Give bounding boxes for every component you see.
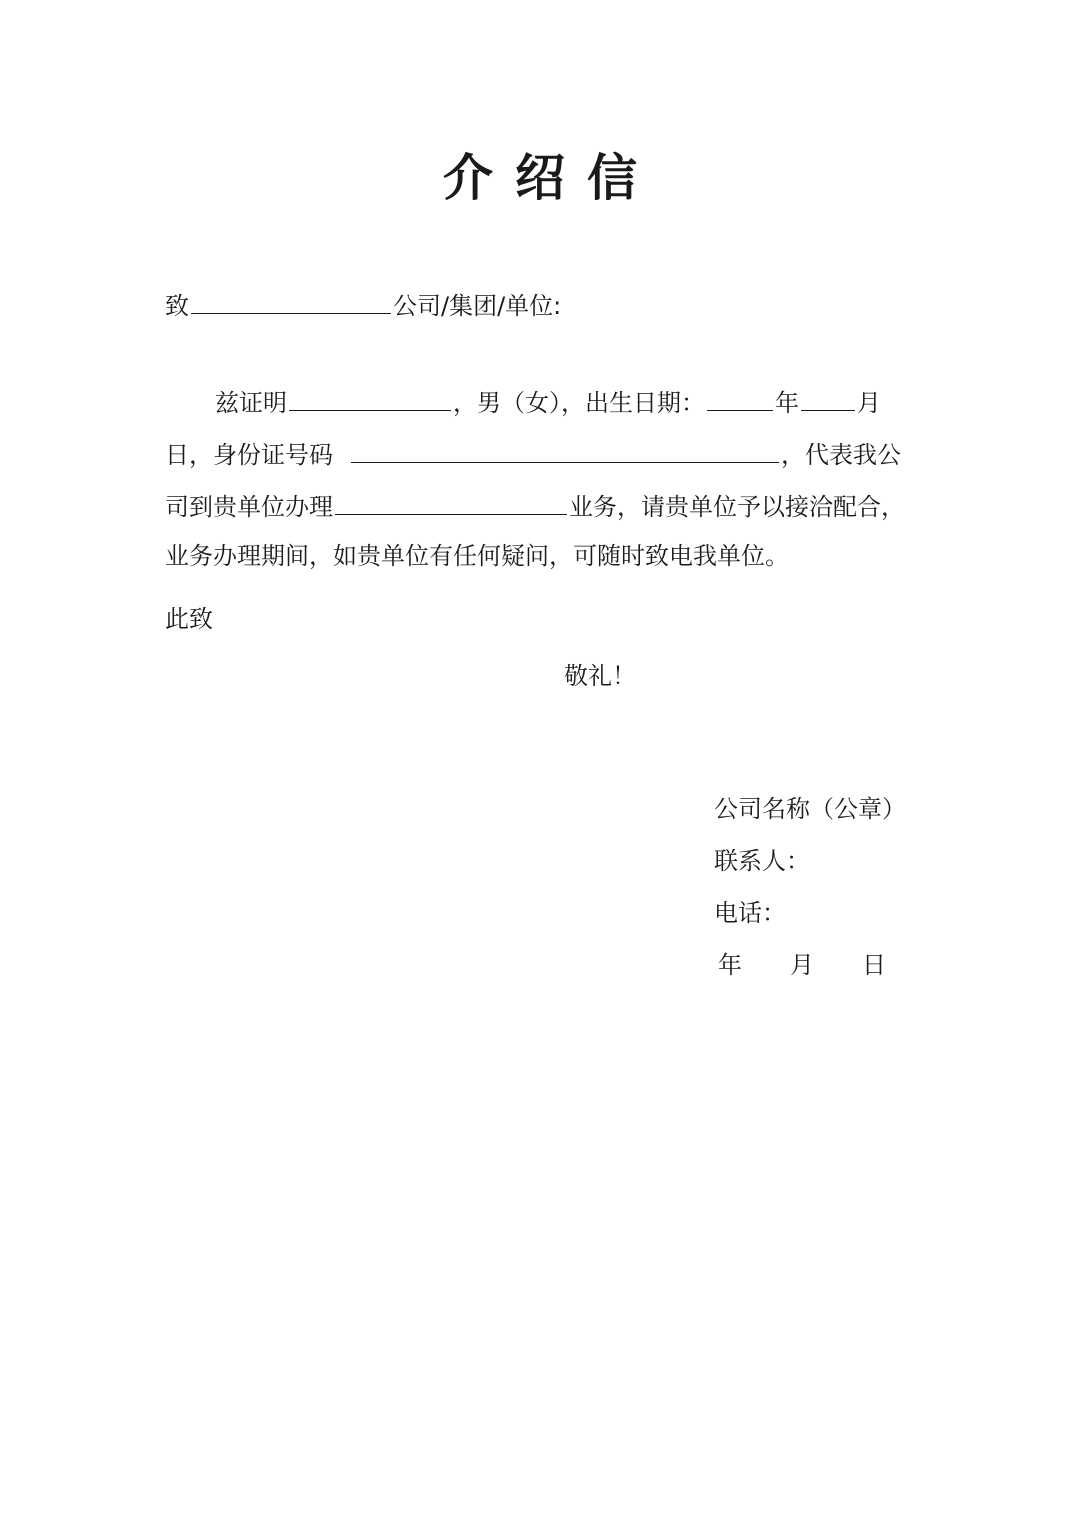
birth-month-blank[interactable] [801, 386, 855, 411]
closing-jingli: 敬礼！ [564, 662, 636, 690]
body-line-2 [165, 438, 901, 471]
business-blank[interactable] [335, 490, 567, 515]
day-id-label: 日，身份证号码 [165, 441, 333, 469]
letter-title: 介绍信 [443, 148, 659, 207]
birth-year-label: 年 [775, 389, 799, 417]
represent-text: ，代表我公 [781, 441, 901, 469]
recipient-blank[interactable] [191, 289, 391, 314]
contact-person-label: 联系人： [714, 847, 810, 875]
signature-date [718, 949, 886, 981]
closing-cizhi: 此致 [165, 605, 213, 633]
birth-month-label: 月 [857, 389, 881, 417]
handle-prefix: 司到贵单位办理 [165, 493, 333, 521]
body-line-1 [215, 386, 881, 419]
recipient-suffix: 公司/集团/单位: [393, 292, 562, 320]
date-year-label: 年 [718, 951, 742, 979]
certify-prefix: 兹证明 [215, 389, 287, 417]
handle-tail: 业务，请贵单位予以接洽配合， [569, 493, 905, 521]
body-line-4: 业务办理期间，如贵单位有任何疑问，可随时致电我单位。 [165, 542, 789, 570]
name-blank[interactable] [289, 386, 451, 411]
recipient-prefix: 致 [165, 292, 189, 320]
body-line-3 [165, 490, 905, 523]
recipient-line [165, 289, 561, 322]
phone-label: 电话： [714, 899, 786, 927]
company-name-seal: 公司名称（公章） [714, 795, 906, 823]
gender-birthdate-label: ，男（女），出生日期： [453, 389, 705, 417]
id-number-blank[interactable] [351, 438, 779, 463]
date-day-label: 日 [862, 951, 886, 979]
date-month-label: 月 [790, 951, 814, 979]
birth-year-blank[interactable] [707, 386, 773, 411]
